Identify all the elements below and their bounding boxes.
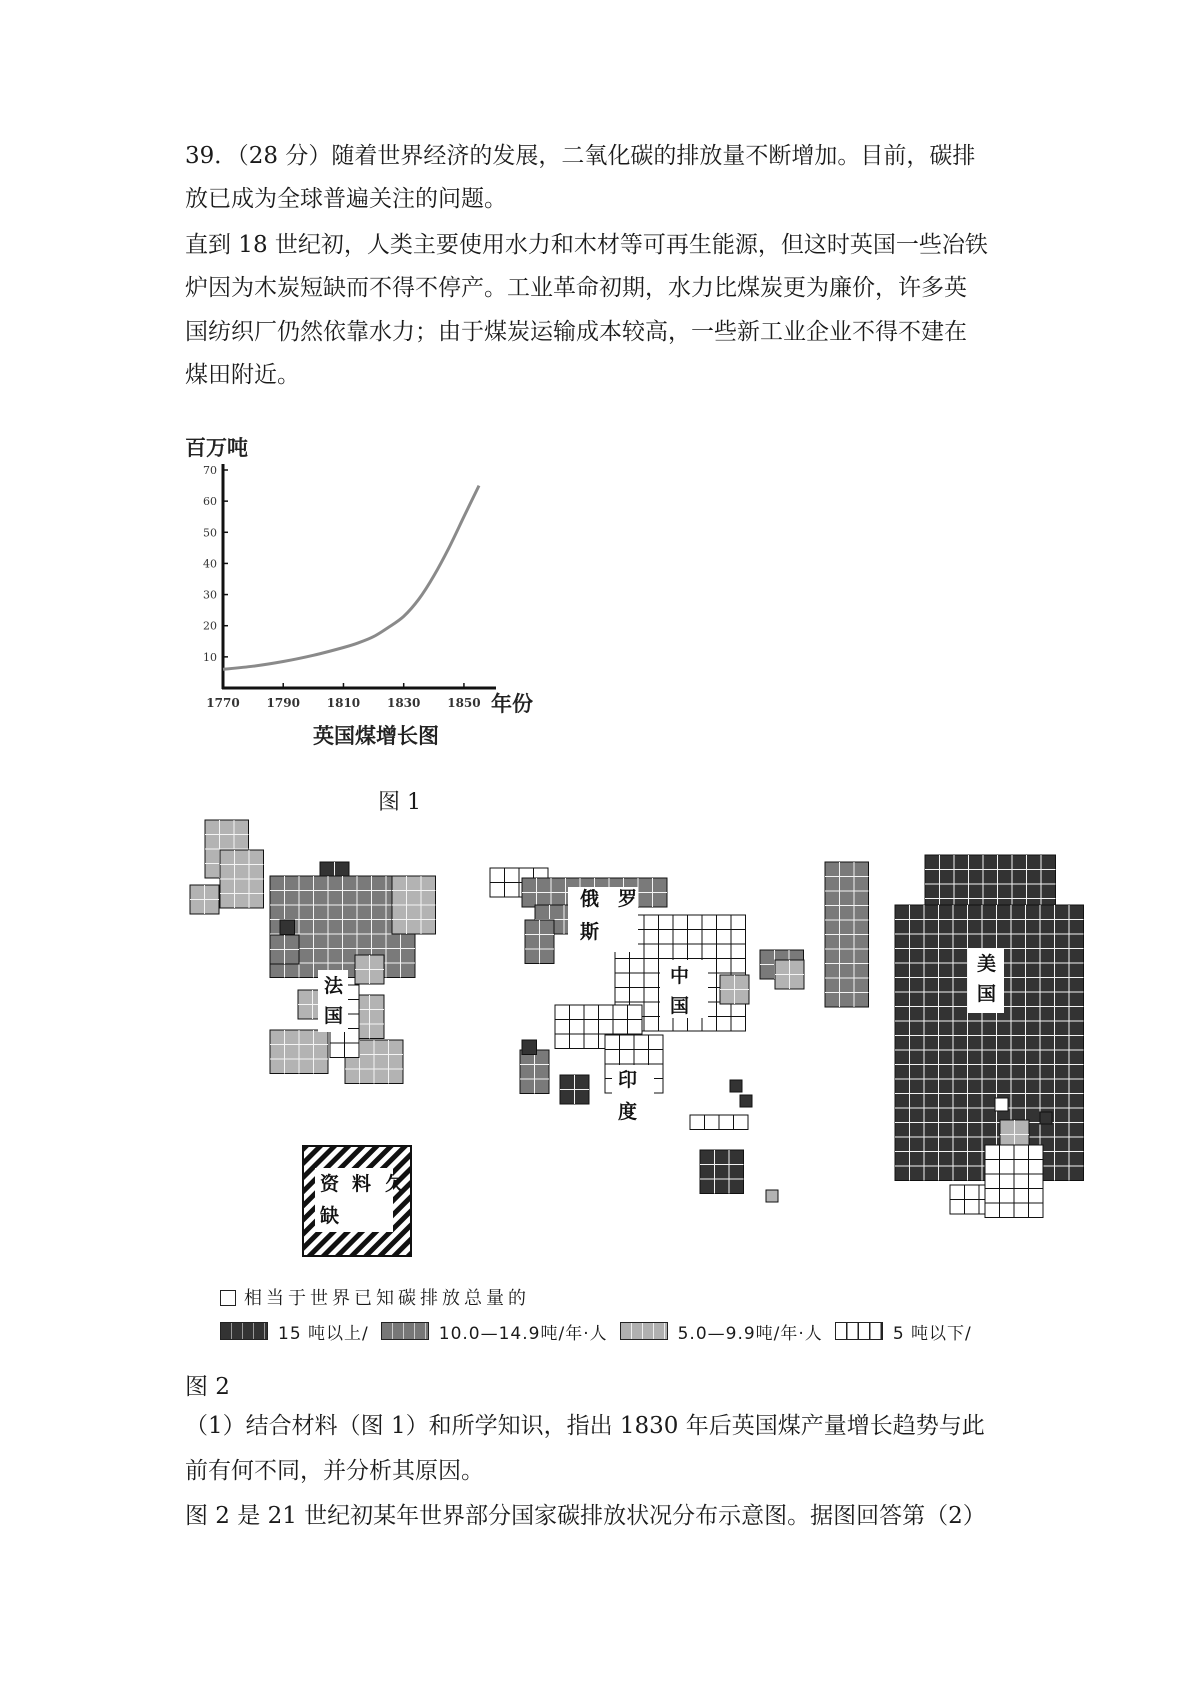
america-block-white [985,1145,1043,1218]
y-axis-label: 百万吨 [185,436,248,460]
middle-east-block-dark-2-fill [522,1040,537,1055]
asia-dot-dark-1 [730,1080,742,1092]
legend-swatch-mid [381,1322,429,1340]
figure1-caption: 图 1 [378,790,421,815]
carbon-emission-map-svg [150,832,1100,1227]
asia-block-white-4 [690,1115,748,1130]
no-data-label-char: 欠 [385,1173,405,1195]
india-label-char: 度 [618,1101,638,1123]
asia-dot-dark-2-fill [740,1095,752,1107]
no-data-label-char: 料 [352,1173,372,1195]
x-axis-label: 年份 [491,692,533,716]
x-tick-label: 1810 [326,696,361,710]
legend-text-mid: 10.0—14.9吨/年·人 [438,1323,608,1344]
america-dot-white [995,1098,1008,1111]
x-tick-label: 1770 [206,696,240,710]
y-tick-label: 10 [203,650,217,664]
legend-swatch-light [620,1322,668,1340]
middle-east-block-dark-2 [522,1040,537,1055]
asia-dot-dark-2 [740,1095,752,1107]
usa-label-char: 国 [977,983,997,1005]
asia-dot-light-fill [766,1190,778,1202]
france-label-char: 法 [324,975,344,997]
america-dot-dark-fill [1040,1112,1052,1124]
legend-box-icon [220,1290,236,1306]
australia-block-dark [700,1150,744,1194]
subquestion-line-3: 图 2 是 21 世纪初某年世界部分国家碳排放状况分布示意图。据图回答第（2） [185,1503,986,1529]
australia-block-dark-fill [700,1150,744,1194]
middle-east-block-dark [560,1075,589,1104]
coal-growth-chart-svg [185,430,605,775]
china-label-char: 国 [670,995,690,1017]
chart-title: 英国煤增长图 [313,724,439,748]
y-tick-label: 30 [203,588,217,602]
legend-row [220,1318,984,1344]
europe-block-light-7 [270,1030,328,1074]
subquestion-line-1: （1）结合材料（图 1）和所学知识，指出 1830 年后英国煤产量增长趋势与此 [185,1413,985,1439]
coal-growth-chart [185,430,605,775]
question-line-5: 国纺织厂仍然依靠水力；由于煤炭运输成本较高，一些新工业企业不得不建在 [185,319,967,345]
europe-block-mid-1 [190,885,219,914]
russia-block-mid-3 [525,920,554,964]
france-label-char: 国 [324,1005,344,1027]
usa-label-char: 美 [977,953,997,975]
y-tick-label: 40 [203,557,217,571]
carbon-emission-map [150,832,1100,1227]
america-dot-white-fill [995,1098,1008,1111]
america-dot-dark [1040,1112,1052,1124]
europe-block-light-4 [355,955,384,984]
x-tick-label: 1790 [266,696,300,710]
europe-block-dark-2 [280,920,295,935]
y-tick-label: 70 [203,464,217,477]
question-line-1: 39．（28 分）随着世界经济的发展，二氧化碳的排放量不断增加。目前，碳排 [185,143,976,169]
figure2-caption: 图 2 [185,1374,230,1400]
y-tick-label: 60 [203,495,217,509]
asia-dot-dark-1-fill [730,1080,742,1092]
russia-label-char: 罗 [618,888,638,910]
korea-block-light [775,960,804,989]
russia-label-char: 俄 [580,888,600,910]
usa-block-dark-2 [895,905,1084,1181]
question-line-3: 直到 18 世纪初，人类主要使用水力和木材等可再生能源，但这时英国一些冶铁 [185,232,988,258]
x-tick-label: 1850 [447,696,481,710]
question-line-4: 炉因为木炭短缺而不得不停产。工业革命初期，水力比煤炭更为廉价，许多英 [185,275,967,301]
russia-label-char: 斯 [580,921,600,943]
y-tick-label: 50 [203,526,217,540]
europe-block-light-2 [220,850,264,908]
legend-text-white: 5 吨以下/ [892,1323,972,1344]
middle-east-block-mid [520,1050,549,1094]
no-data-label-char: 缺 [320,1205,340,1227]
europe-block-mid-3 [270,935,299,964]
legend-swatch-white [835,1322,883,1340]
legend-title: 相当于世界已知碳排放总量的 [220,1284,530,1310]
y-tick-label: 20 [203,619,217,633]
japan-block-mid [825,862,869,1007]
legend-text-light: 5.0—9.9吨/年·人 [677,1323,823,1344]
legend-text-dark: 15 吨以上/ [278,1323,369,1344]
europe-block-light-3 [392,876,436,934]
subquestion-line-2: 前有何不同，并分析其原因。 [185,1458,484,1484]
asia-dot-light [766,1190,778,1202]
question-line-6: 煤田附近。 [185,362,300,388]
europe-block-dark-2-fill [280,920,295,935]
china-block-light [720,975,749,1004]
question-line-2: 放已成为全球普遍关注的问题。 [185,186,507,212]
usa-block-dark-2-fill [895,905,1084,1181]
no-data-box [303,1146,411,1256]
x-tick-label: 1830 [386,696,421,710]
legend-swatch-dark [220,1322,268,1340]
coal-growth-line [223,486,479,670]
europe-block-dark-1 [320,862,349,877]
china-label-char: 中 [670,965,690,987]
india-label-char: 印 [618,1069,638,1091]
no-data-label-char: 资 [320,1173,340,1195]
